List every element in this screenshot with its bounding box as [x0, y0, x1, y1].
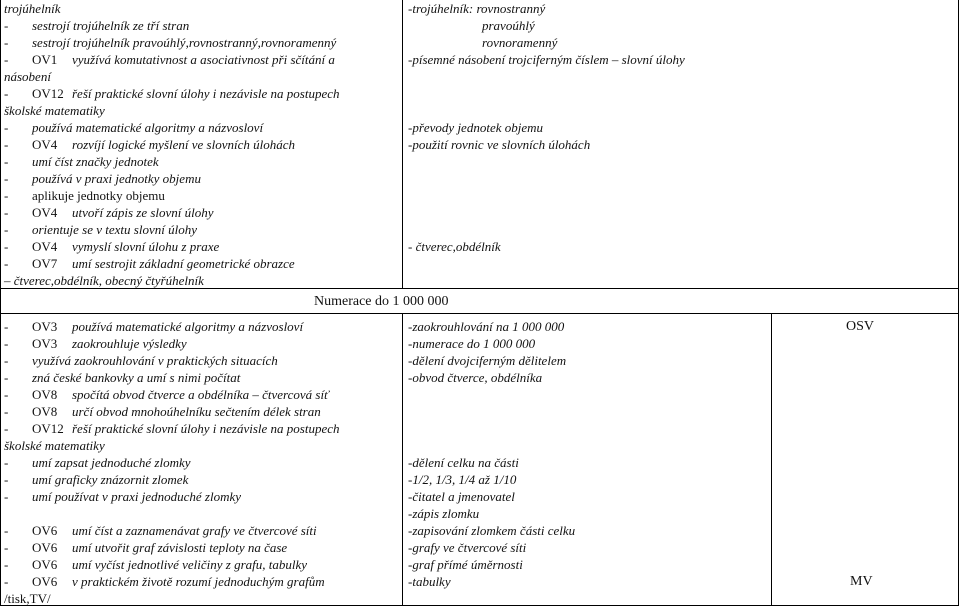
- outcome-text: používá v praxi jednotky objemu: [32, 171, 201, 186]
- row-divider-section: [0, 313, 959, 314]
- bullet-dash: -: [4, 319, 9, 334]
- outcome-text: umí číst a zaznamenávat grafy ve čtvercové síti: [72, 523, 317, 538]
- outcome-line: [4, 335, 400, 352]
- outcome-line: [4, 119, 400, 136]
- outcome-line: [4, 170, 400, 187]
- outcome-text: umí sestrojit základní geometrické obrazce: [72, 256, 295, 271]
- outcome-text: /tisk,TV/: [4, 591, 51, 606]
- topic-line: rovnoramenný: [482, 35, 558, 50]
- bullet-dash: -: [4, 489, 9, 504]
- cross-topic-mv: MV: [850, 574, 873, 589]
- outcome-text: používá matematické algoritmy a názvosloví: [32, 120, 264, 135]
- bullet-dash: -: [4, 239, 9, 254]
- topic-line: pravoúhlý: [482, 18, 535, 33]
- topic-line: -čitatel a jmenovatel: [408, 489, 515, 504]
- outcome-text: zná české bankovky a umí s nimi počítat: [32, 370, 241, 385]
- bullet-dash: -: [4, 188, 9, 203]
- outcome-code: OV4: [32, 239, 58, 254]
- topic-line: -obvod čtverce, obdélníka: [408, 370, 543, 385]
- outcome-code: OV1: [32, 52, 58, 67]
- table-border-left: [0, 0, 1, 606]
- outcome-code: OV7: [32, 256, 58, 271]
- outcome-text: umí vyčíst jednotlivé veličiny z grafu, tabulky: [72, 557, 308, 572]
- outcome-text: aplikuje jednotky objemu: [32, 188, 165, 203]
- outcome-line: [4, 403, 400, 420]
- outcome-line: [4, 437, 400, 454]
- outcome-line: [4, 34, 400, 51]
- outcome-text: zaokrouhluje výsledky: [72, 336, 187, 351]
- bullet-dash: -: [4, 387, 9, 402]
- cross-topic-osv: OSV: [846, 319, 875, 334]
- topic-line: -převody jednotek objemu: [408, 120, 544, 135]
- outcome-line: [4, 238, 400, 255]
- outcome-line: [4, 488, 400, 505]
- topic-line: -zaokrouhlování na 1 000 000: [408, 319, 565, 334]
- outcome-code: OV12: [32, 86, 64, 101]
- section-title: Numerace do 1 000 000: [314, 294, 449, 309]
- outcome-line: [4, 590, 400, 607]
- outcome-code: OV3: [32, 319, 58, 334]
- outcome-text: určí obvod mnohoúhelníku sečtením délek stran: [72, 404, 321, 419]
- top-outcomes-column: [4, 0, 400, 289]
- outcome-code: OV6: [32, 540, 58, 555]
- bullet-dash: -: [4, 256, 9, 271]
- outcome-line: [4, 505, 400, 522]
- outcome-text: školské matematiky: [4, 438, 105, 453]
- outcome-line: [4, 318, 400, 335]
- outcome-line: [4, 136, 400, 153]
- outcome-line: [4, 272, 400, 289]
- bullet-dash: -: [4, 52, 9, 67]
- outcome-line: [4, 221, 400, 238]
- topic-line: -trojúhelník: rovnostranný: [408, 1, 546, 16]
- bullet-dash: -: [4, 421, 9, 436]
- topic-line: -graf přímé úměrnosti: [408, 557, 523, 572]
- outcome-text: sestrojí trojúhelník ze tří stran: [32, 18, 190, 33]
- outcome-code: OV6: [32, 574, 58, 589]
- topic-line: -písemné násobení trojciferným číslem – slovní úlohy: [408, 52, 685, 67]
- outcome-line: [4, 471, 400, 488]
- topic-line: -1/2, 1/3, 1/4 až 1/10: [408, 472, 517, 487]
- topic-line: -tabulky: [408, 574, 451, 589]
- bullet-dash: -: [4, 18, 9, 33]
- outcome-text: orientuje se v textu slovní úlohy: [32, 222, 197, 237]
- topic-line: -numerace do 1 000 000: [408, 336, 536, 351]
- outcome-text: trojúhelník: [4, 1, 61, 16]
- outcome-text: násobení: [4, 69, 51, 84]
- bullet-dash: -: [4, 35, 9, 50]
- topic-line: -grafy ve čtvercové síti: [408, 540, 527, 555]
- topic-line: -dělení dvojciferným dělitelem: [408, 353, 567, 368]
- bullet-dash: -: [4, 120, 9, 135]
- outcome-line: [4, 352, 400, 369]
- outcome-line: [4, 539, 400, 556]
- outcome-text: řeší praktické slovní úlohy i nezávisle na postupech: [72, 86, 340, 101]
- topic-line: -zápis zlomku: [408, 506, 480, 521]
- bullet-dash: -: [4, 86, 9, 101]
- outcome-text: vymyslí slovní úlohu z praxe: [72, 239, 220, 254]
- bullet-dash: -: [4, 540, 9, 555]
- outcome-line: [4, 17, 400, 34]
- column-divider-1-bottom: [402, 313, 403, 606]
- outcome-line: [4, 386, 400, 403]
- outcome-code: OV8: [32, 387, 58, 402]
- bullet-dash: -: [4, 205, 9, 220]
- outcome-code: OV4: [32, 137, 58, 152]
- outcome-line: [4, 255, 400, 272]
- outcome-text: umí číst značky jednotek: [32, 154, 159, 169]
- outcome-code: OV6: [32, 557, 58, 572]
- outcome-line: [4, 187, 400, 204]
- outcome-text: umí utvořit graf závislosti teploty na čase: [72, 540, 288, 555]
- bullet-dash: -: [4, 353, 9, 368]
- outcome-line: [4, 522, 400, 539]
- column-divider-2: [771, 313, 772, 606]
- outcome-line: [4, 85, 400, 102]
- outcome-code: OV6: [32, 523, 58, 538]
- outcome-line: [4, 369, 400, 386]
- outcome-line: [4, 102, 400, 119]
- column-divider-1: [402, 0, 403, 288]
- bullet-dash: -: [4, 404, 9, 419]
- outcome-text: – čtverec,obdélník, obecný čtyřúhelník: [4, 273, 204, 288]
- bullet-dash: -: [4, 557, 9, 572]
- outcome-code: OV4: [32, 205, 58, 220]
- outcome-text: používá matematické algoritmy a názvosloví: [72, 319, 304, 334]
- topic-line: - čtverec,obdélník: [408, 239, 501, 254]
- outcome-text: řeší praktické slovní úlohy i nezávisle na postupech: [72, 421, 340, 436]
- outcome-line: [4, 556, 400, 573]
- outcome-text: rozvíjí logické myšlení ve slovních úlohách: [72, 137, 295, 152]
- bullet-dash: -: [4, 370, 9, 385]
- outcome-line: [4, 204, 400, 221]
- topic-line: -použití rovnic ve slovních úlohách: [408, 137, 591, 152]
- outcome-text: umí používat v praxi jednoduché zlomky: [32, 489, 242, 504]
- bullet-dash: -: [4, 455, 9, 470]
- outcome-line: [4, 573, 400, 590]
- outcome-line: [4, 0, 400, 17]
- bullet-dash: -: [4, 171, 9, 186]
- outcome-text: využívá zaokrouhlování v praktických situacích: [32, 353, 278, 368]
- outcome-line: [4, 153, 400, 170]
- table-border-right: [958, 0, 959, 606]
- outcome-line: [4, 68, 400, 85]
- bullet-dash: -: [4, 336, 9, 351]
- outcome-text: využívá komutativnost a asociativnost při sčítání a: [72, 52, 335, 67]
- bullet-dash: -: [4, 154, 9, 169]
- outcome-line: [4, 51, 400, 68]
- outcome-text: spočítá obvod čtverce a obdélníka – čtvercová síť: [72, 387, 329, 402]
- outcome-line: [4, 420, 400, 437]
- bullet-dash: -: [4, 472, 9, 487]
- outcome-text: umí graficky znázornit zlomek: [32, 472, 189, 487]
- outcome-line: [4, 454, 400, 471]
- bullet-dash: -: [4, 222, 9, 237]
- topic-line: -zapisování zlomkem části celku: [408, 523, 576, 538]
- outcome-text: sestrojí trojúhelník pravoúhlý,rovnostranný,rovnoramenný: [32, 35, 337, 50]
- bottom-outcomes-column: [4, 318, 400, 607]
- bullet-dash: -: [4, 574, 9, 589]
- outcome-code: OV3: [32, 336, 58, 351]
- outcome-text: umí zapsat jednoduché zlomky: [32, 455, 191, 470]
- bullet-dash: -: [4, 137, 9, 152]
- outcome-text: v praktickém životě rozumí jednoduchým grafům: [72, 574, 325, 589]
- outcome-text: utvoří zápis ze slovní úlohy: [72, 205, 214, 220]
- bullet-dash: -: [4, 523, 9, 538]
- outcome-code: OV8: [32, 404, 58, 419]
- outcome-code: OV12: [32, 421, 64, 436]
- outcome-text: školské matematiky: [4, 103, 105, 118]
- topic-line: -dělení celku na části: [408, 455, 519, 470]
